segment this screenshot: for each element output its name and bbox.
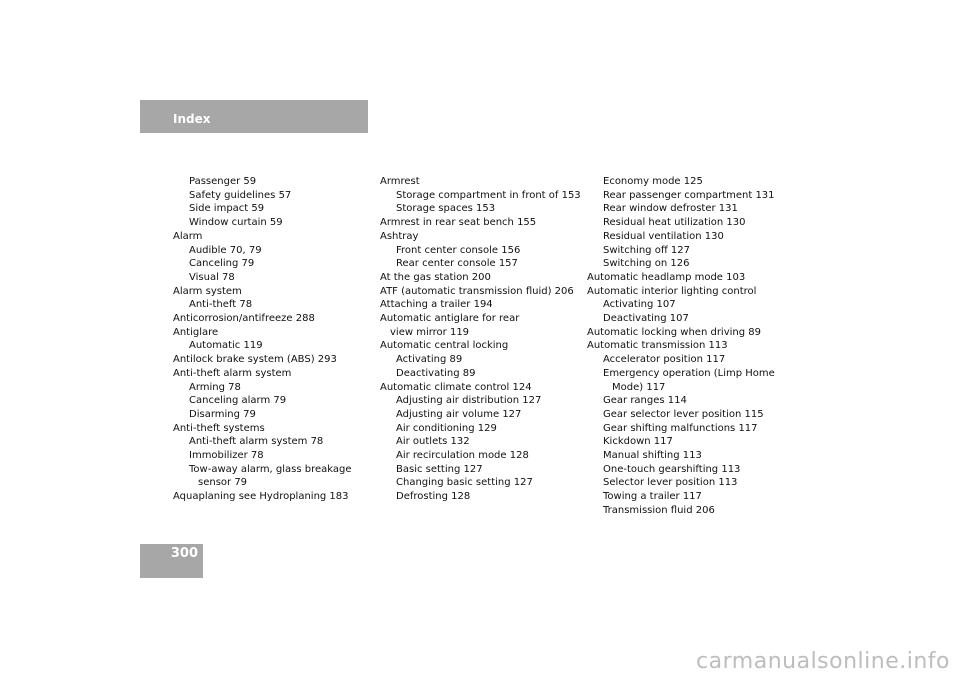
index-entry: Automatic climate control 124 [380,381,532,393]
index-subentry: One-touch gearshifting 113 [603,463,741,475]
index-entry: Aquaplaning see Hydroplaning 183 [173,491,349,503]
index-subentry: Safety guidelines 57 [189,189,292,201]
index-subentry: Defrosting 128 [396,491,471,503]
index-subentry: Rear passenger compartment 131 [603,189,775,201]
index-entry: Anticorrosion/antifreeze 288 [173,313,315,325]
index-subentry: Transmission fluid 206 [603,504,715,516]
index-subentry: Residual heat utilization 130 [603,217,746,229]
index-subentry: Canceling 79 [189,258,255,270]
index-subentry: Side impact 59 [189,203,265,215]
index-entry: Automatic antiglare for rear [380,313,520,325]
index-subentry: Basic setting 127 [396,463,483,475]
index-subentry: Passenger 59 [189,176,257,187]
index-entry: Automatic interior lighting control [587,285,757,297]
index-subentry: Switching on 126 [603,258,690,270]
index-subentry: Tow-away alarm, glass breakage [189,463,352,475]
index-subentry: sensor 79 [198,477,248,489]
index-subentry: Activating 89 [396,354,463,366]
index-subentry: Manual shifting 113 [603,450,702,462]
index-subentry: Arming 78 [189,381,241,393]
index-entry: Armrest in rear seat bench 155 [380,217,537,229]
index-entry: Armrest [380,176,420,187]
index-subentry: Automatic 119 [189,340,263,352]
index-subentry: Switching off 127 [603,244,690,256]
index-subentry: Adjusting air distribution 127 [396,395,542,407]
index-subentry: Anti-theft alarm system 78 [189,436,324,448]
index-entry: Automatic central locking [380,340,509,352]
index-subentry: Storage spaces 153 [396,203,496,215]
index-subentry: Anti-theft 78 [189,299,253,311]
index-column-1 [173,175,368,504]
index-subentry: Air conditioning 129 [396,422,497,434]
index-subentry: Gear ranges 114 [603,395,687,407]
index-subentry: Gear selector lever position 115 [603,408,764,420]
index-subentry: Rear center console 157 [396,258,518,270]
index-subentry: Window curtain 59 [189,217,283,229]
index-subentry: Deactivating 89 [396,367,476,379]
index-subentry: Towing a trailer 117 [603,491,702,503]
index-column-3 [587,175,787,518]
index-subentry: Selector lever position 113 [603,477,738,489]
index-entry: Attaching a trailer 194 [380,299,493,311]
index-entry: Automatic locking when driving 89 [587,326,761,338]
index-subentry: Mode) 117 [612,381,666,393]
index-subentry: Activating 107 [603,299,676,311]
index-subentry: Changing basic setting 127 [396,477,533,489]
index-entry: Anti-theft alarm system [173,367,292,379]
index-subentry: Disarming 79 [189,408,256,420]
page-number: 300 [170,546,198,561]
index-subentry: Rear window defroster 131 [603,203,738,215]
index-subentry: Audible 70, 79 [189,244,262,256]
index-entry: Ashtray [380,230,419,242]
index-subentry: Emergency operation (Limp Home [603,367,775,379]
index-entry: Anti-theft systems [173,422,265,434]
index-subentry: Air recirculation mode 128 [396,450,529,462]
index-subentry: Storage compartment in front of 153 [396,189,581,201]
index-entry: Antiglare [173,326,219,338]
index-entry: Alarm system [173,285,242,297]
index-subentry: Gear shifting malfunctions 117 [603,422,758,434]
index-subentry: Accelerator position 117 [603,354,726,366]
index-entry: Alarm [173,230,203,242]
page-number-box [140,544,203,578]
index-subentry: Deactivating 107 [603,313,689,325]
index-entry: ATF (automatic transmission fluid) 206 [380,285,574,297]
index-subentry: Immobilizer 78 [189,450,264,462]
index-subentry: Front center console 156 [396,244,521,256]
index-subentry: Residual ventilation 130 [603,230,724,242]
index-entry: Automatic transmission 113 [587,340,728,352]
index-entry: Automatic headlamp mode 103 [587,271,746,283]
index-entry: Antilock brake system (ABS) 293 [173,354,337,366]
index-column-2 [380,175,580,504]
watermark: carmanualsonline.info [696,649,950,674]
index-entry: At the gas station 200 [380,271,491,283]
page-title: Index [173,112,211,126]
header-bar [140,100,368,133]
index-subentry: Economy mode 125 [603,176,703,187]
index-subentry: Air outlets 132 [396,436,470,448]
index-subentry: Adjusting air volume 127 [396,408,522,420]
index-entry: view mirror 119 [390,326,470,338]
index-subentry: Kickdown 117 [603,436,673,448]
index-subentry: Visual 78 [189,271,235,283]
index-subentry: Canceling alarm 79 [189,395,287,407]
